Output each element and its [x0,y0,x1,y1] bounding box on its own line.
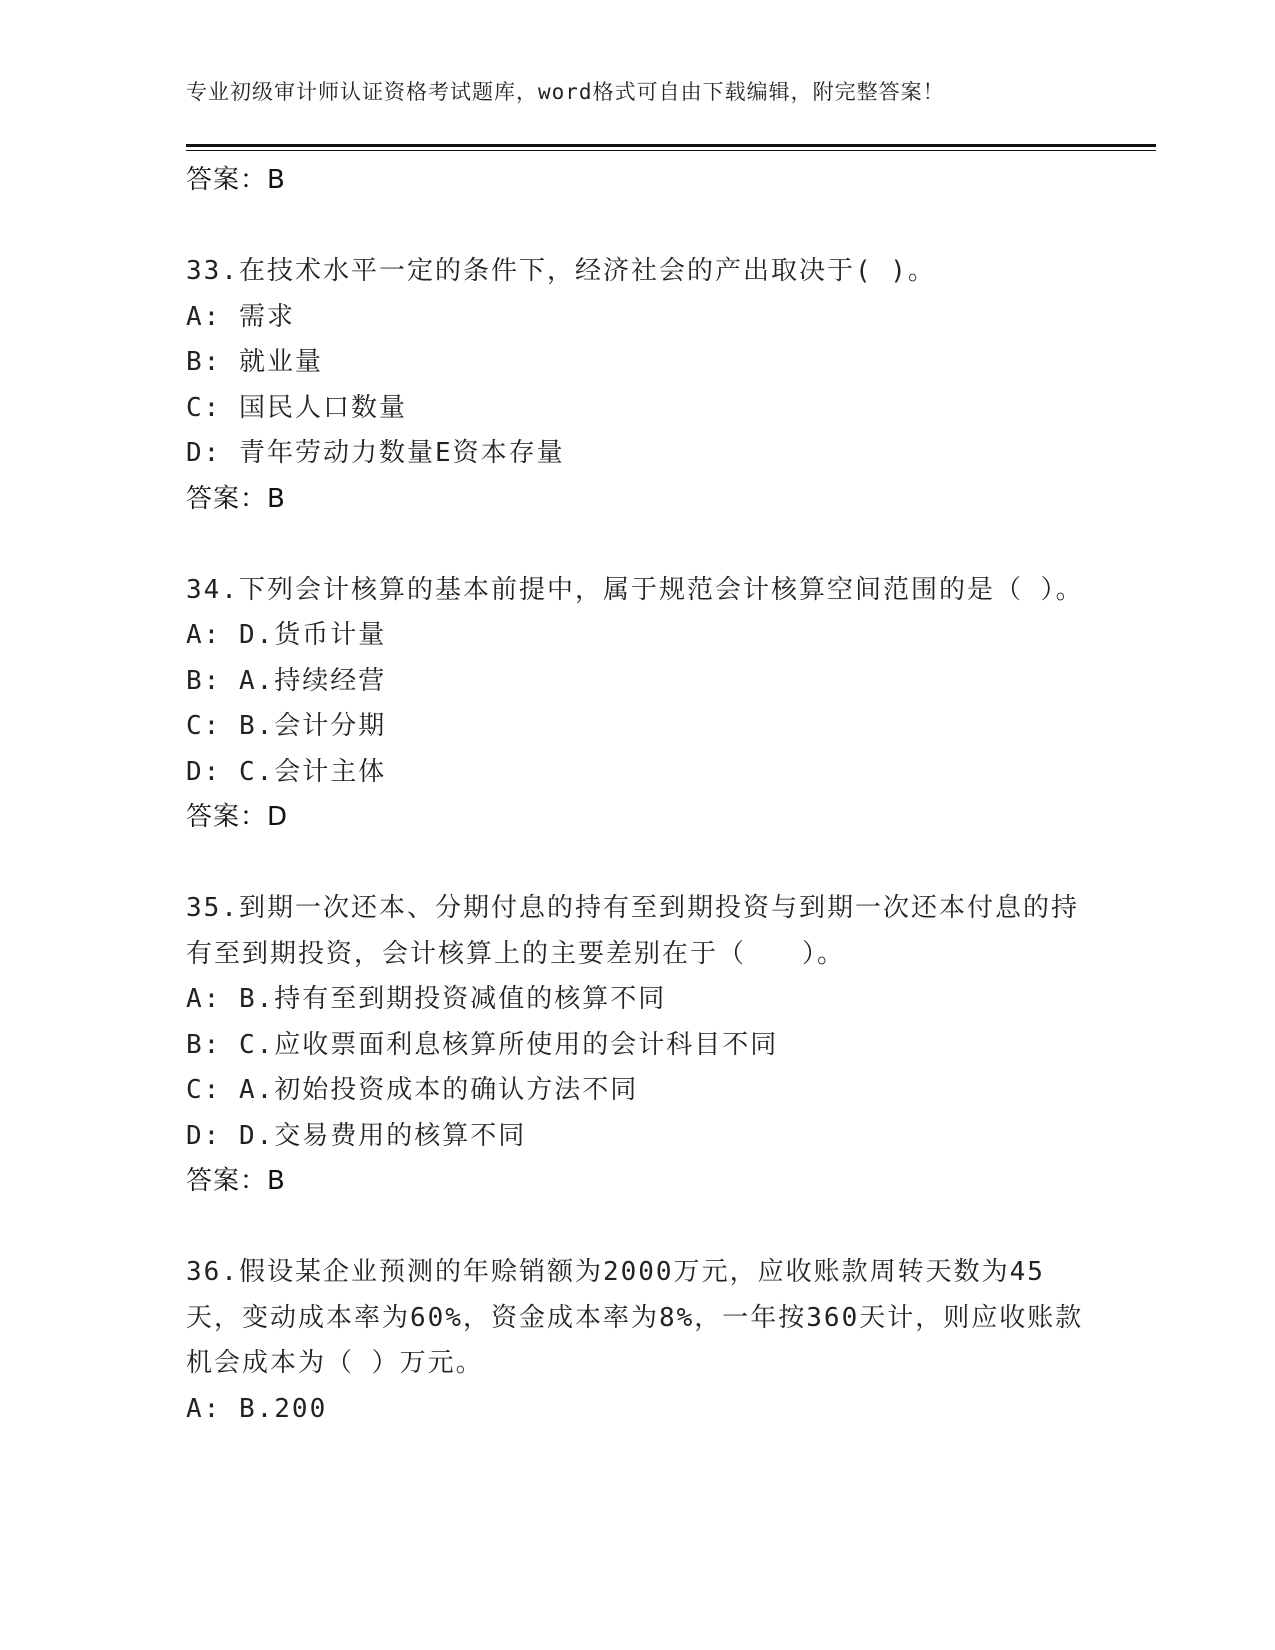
question-block [186,1250,1086,1432]
answer-line: 答案：B [186,165,286,195]
spacer [186,522,1086,568]
option-c: C: B.会计分期 [186,711,387,741]
spacer [186,204,1086,250]
spacer [186,1205,1086,1251]
option-b: B: 就业量 [186,347,323,377]
question-list [186,158,1086,1432]
page-header: 专业初级审计师认证资格考试题库，word格式可自由下载编辑，附完整答案！ [186,80,945,104]
answer-line: 答案：B [186,483,286,514]
header-divider-thick [186,144,1156,147]
option-d: D: C.会计主体 [186,756,387,787]
question-stem: 35.到期一次还本、分期付息的持有至到期投资与到期一次还本付息的持有至到期投资，会计核算上的主要差别在于（ ）。 [186,893,1079,969]
question-stem: 34.下列会计核算的基本前提中，属于规范会计核算空间范围的是（ ）。 [186,574,1084,605]
spacer [186,841,1086,887]
question-block [186,886,1086,1205]
option-b: B: C.应收票面利息核算所使用的会计科目不同 [186,1029,779,1060]
option-d: D: D.交易费用的核算不同 [186,1120,527,1151]
header-divider-thin [186,150,1156,151]
option-c: C: 国民人口数量 [186,392,407,423]
option-a: A: 需求 [186,301,295,332]
answer-line: 答案：B [186,1166,286,1196]
option-c: C: A.初始投资成本的确认方法不同 [186,1075,639,1105]
option-a: A: D.货币计量 [186,620,387,650]
question-stem: 36.假设某企业预测的年赊销额为2000万元，应收账款周转天数为45天，变动成本率为60%，资金成本率为8%，一年按360天计，则应收账款机会成本为（ ）万元。 [186,1257,1084,1378]
option-a: A: B.持有至到期投资减值的核算不同 [186,984,667,1014]
answer-line: 答案：D [186,802,289,832]
question-block [186,249,1086,522]
question-stem: 33.在技术水平一定的条件下，经济社会的产出取决于( )。 [186,256,936,286]
option-d: D: 青年劳动力数量E资本存量 [186,438,565,468]
option-a: A: B.200 [186,1393,328,1424]
option-b: B: A.持续经营 [186,665,387,696]
question-block [186,568,1086,841]
